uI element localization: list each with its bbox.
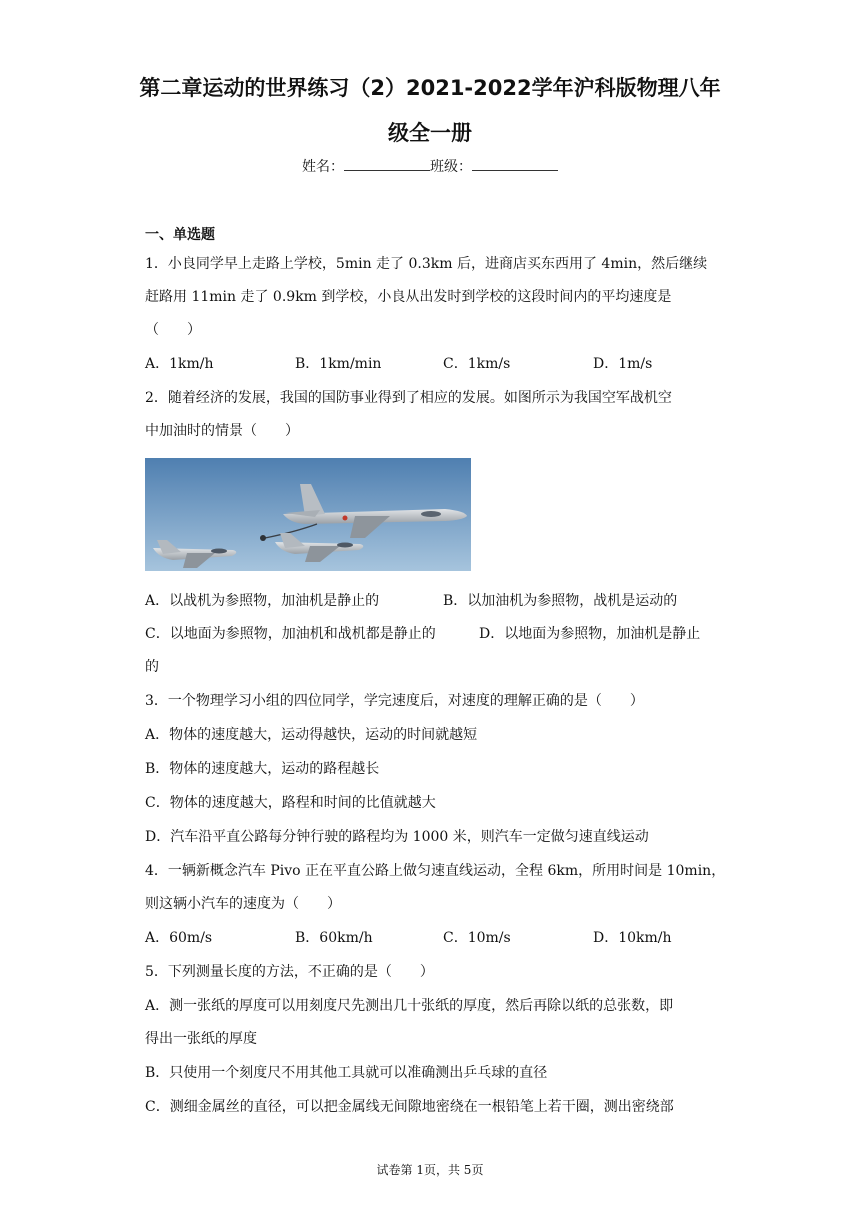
option-d[interactable]: D．10km/h (593, 930, 672, 946)
aerial-refueling-illustration (145, 458, 471, 571)
class-label: 班级： (430, 159, 472, 175)
option-c[interactable]: C．物体的速度越大，路程和时间的比值就越大 (145, 795, 436, 811)
option-c[interactable]: C．以地面为参照物，加油机和战机都是静止的 (145, 626, 436, 642)
page-title-line-2: 级全一册 (388, 121, 472, 145)
option-d-continued: 的 (145, 659, 159, 675)
option-a[interactable]: A．以战机为参照物，加油机是静止的 (145, 593, 380, 609)
question-4-line-2: 则这辆小汽车的速度为（ ） (145, 896, 341, 912)
question-5-stem: 5．下列测量长度的方法，不正确的是（ ） (145, 964, 434, 980)
option-a-continued: 得出一张纸的厚度 (145, 1031, 257, 1047)
option-d[interactable]: D．以地面为参照物，加油机是静止 (479, 626, 701, 642)
question-2-line-1: 2．随着经济的发展，我国的国防事业得到了相应的发展。如图所示为我国空军战机空 (145, 390, 672, 406)
option-d[interactable]: D．汽车沿平直公路每分钟行驶的路程均为 1000 米，则汽车一定做匀速直线运动 (145, 829, 649, 845)
question-1-line-1: 1．小良同学早上走路上学校，5min 走了 0.3km 后，进商店买东西用了 4min，然后继续 (145, 256, 708, 272)
name-blank[interactable] (344, 156, 430, 171)
option-b[interactable]: B．物体的速度越大，运动的路程越长 (145, 761, 380, 777)
question-1-line-3: （ ） (145, 322, 201, 338)
name-label: 姓名： (302, 159, 344, 175)
question-3-stem: 3．一个物理学习小组的四位同学，学完速度后，对速度的理解正确的是（ ） (145, 693, 644, 709)
option-a[interactable]: A．1km/h (145, 356, 214, 372)
option-a[interactable]: A．物体的速度越大，运动得越快，运动的时间就越短 (145, 727, 478, 743)
option-b[interactable]: B．以加油机为参照物，战机是运动的 (443, 593, 678, 609)
option-a[interactable]: A．测一张纸的厚度可以用刻度尺先测出几十张纸的厚度，然后再除以纸的总张数，即 (145, 998, 674, 1014)
section-heading: 一、单选题 (145, 227, 215, 243)
class-blank[interactable] (472, 156, 558, 171)
page-footer: 试卷第 1页，共 5页 (376, 1163, 484, 1177)
option-b[interactable]: B．60km/h (295, 930, 373, 946)
question-1-line-2: 赶路用 11min 走了 0.9km 到学校，小良从出发时到学校的这段时间内的平均速度是 (145, 289, 672, 305)
option-c[interactable]: C．测细金属丝的直径，可以把金属线无间隙地密绕在一根铅笔上若干圈，测出密绕部 (145, 1099, 674, 1115)
option-b[interactable]: B．只使用一个刻度尺不用其他工具就可以准确测出乒乓球的直径 (145, 1065, 548, 1081)
page-title-line-1: 第二章运动的世界练习（2）2021-2022学年沪科版物理八年 (139, 76, 721, 100)
option-c[interactable]: C．10m/s (443, 930, 511, 946)
question-2-line-2: 中加油时的情景（ ） (145, 423, 299, 439)
student-info (0, 156, 860, 178)
option-d[interactable]: D．1m/s (593, 356, 653, 372)
option-a[interactable]: A．60m/s (145, 930, 213, 946)
question-4-line-1: 4．一辆新概念汽车 Pivo 正在平直公路上做匀速直线运动，全程 6km，所用时间是 10min， (145, 863, 726, 879)
option-c[interactable]: C．1km/s (443, 356, 511, 372)
aerial-refueling-photo (145, 458, 471, 571)
option-b[interactable]: B．1km/min (295, 356, 382, 372)
